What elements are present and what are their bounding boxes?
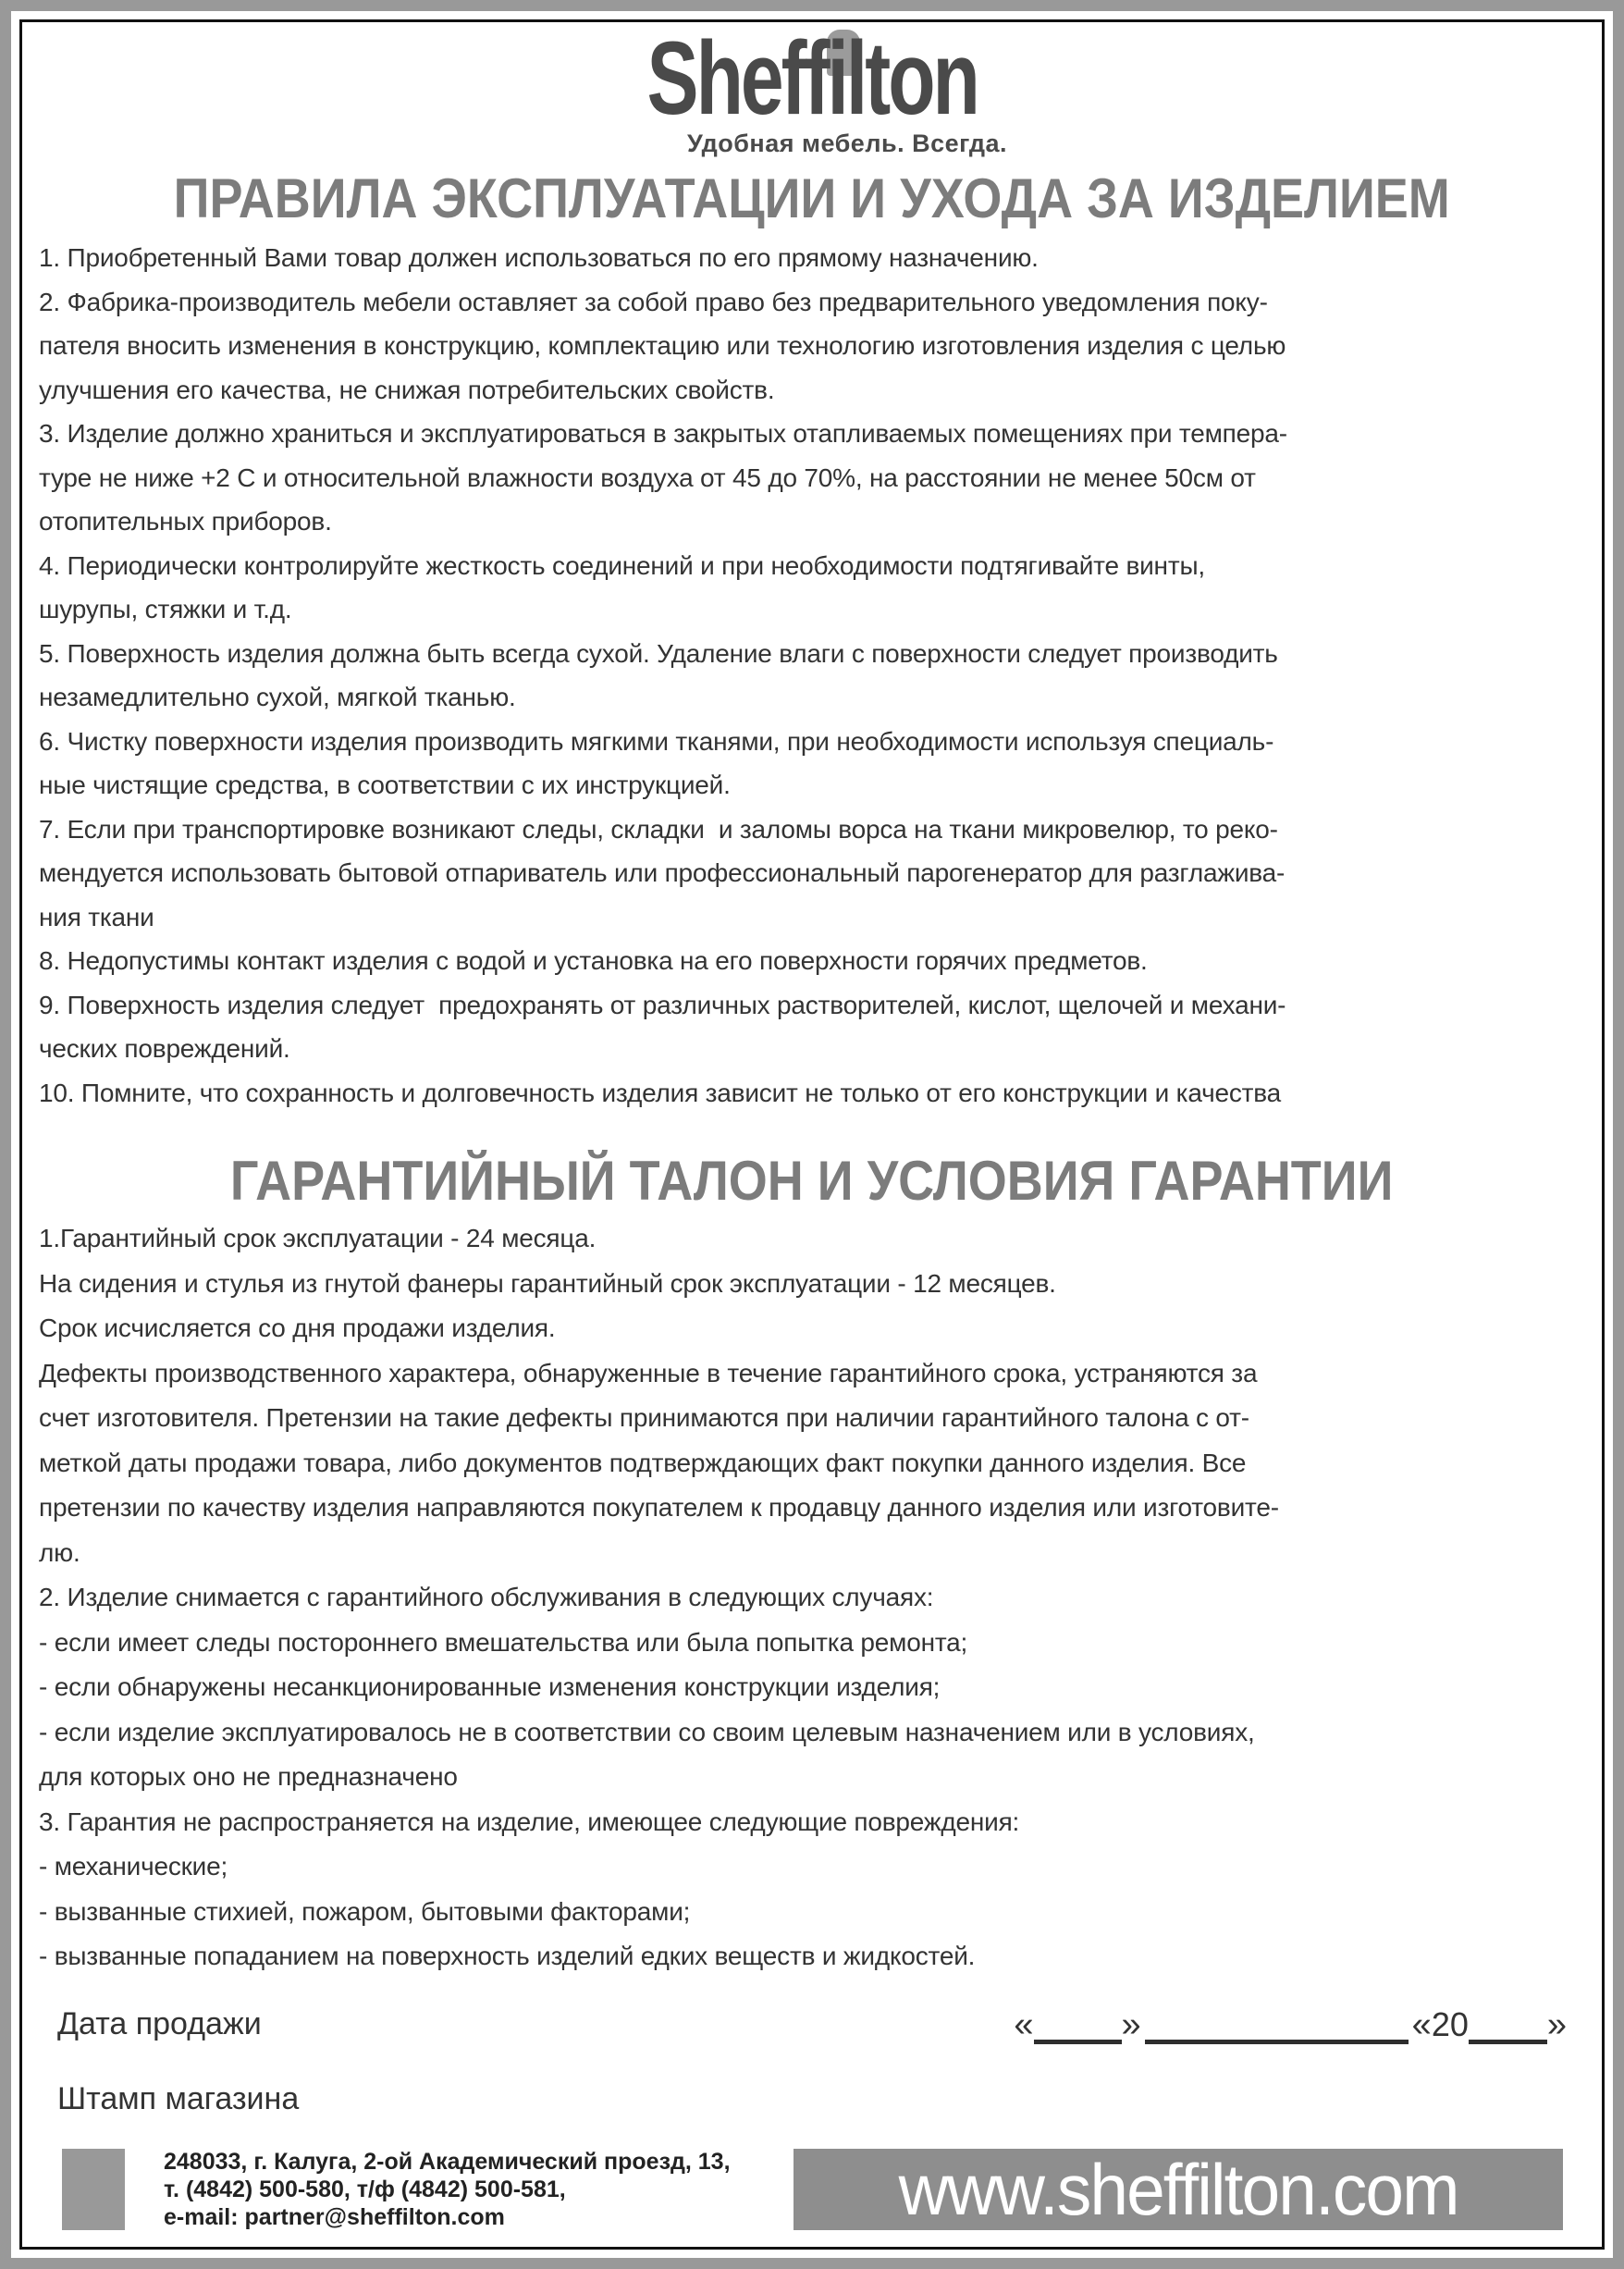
rules-section-title bbox=[39, 167, 1585, 229]
text-line: 6. Чистку поверхности изделия производить мягкими тканями, при необходимости используя специаль- bbox=[39, 726, 1274, 756]
footer-address bbox=[164, 2149, 731, 2230]
text-line: - механические; bbox=[39, 1852, 228, 1881]
text-line: Срок исчисляется со дня продажи изделия. bbox=[39, 1313, 556, 1342]
text-line: т. (4842) 500-580, т/ф (4842) 500-581, bbox=[164, 2176, 566, 2202]
text-line: 3. Изделие должно храниться и эксплуатироваться в закрытых отапливаемых помещениях при темпера- bbox=[39, 419, 1287, 448]
text-line: ческих повреждений. bbox=[39, 1034, 290, 1063]
text-line: шурупы, стяжки и т.д. bbox=[39, 595, 292, 623]
text-line: ные чистящие средства, в соответствии с их инструкцией. bbox=[39, 771, 731, 799]
text-line: 8. Недопустимы контакт изделия с водой и установка на его поверхности горячих предметов. bbox=[39, 946, 1148, 975]
shop-stamp-label: Штамп магазина bbox=[57, 2080, 300, 2116]
sale-date-label: Дата продажи bbox=[57, 2005, 262, 2041]
text-line: 2. Фабрика-производитель мебели оставляет за собой право без предварительного уведомления поку- bbox=[39, 287, 1268, 316]
logo-text: Sheffilton bbox=[646, 20, 978, 136]
text-line: 2. Изделие снимается с гарантийного обслуживания в следующих случаях: bbox=[39, 1583, 934, 1611]
text-line: мендуется использовать бытовой отпариватель или профессиональный парогенератор для разглажива- bbox=[39, 858, 1286, 887]
sale-date-blanks bbox=[1014, 2005, 1567, 2044]
text-line: 5. Поверхность изделия должна быть всегда сухой. Удаление влаги с поверхности следует производить bbox=[39, 638, 1278, 668]
text-line: Дефекты производственного характера, обнаруженные в течение гарантийного срока, устраняются за bbox=[39, 1358, 1258, 1387]
text-line: - если изделие эксплуатировалось не в соответствии со своим целевым назначением или в условиях, bbox=[39, 1717, 1255, 1746]
text-line: - если обнаружены несанкционированные изменения конструкции изделия; bbox=[39, 1672, 941, 1701]
open-quote: « bbox=[1014, 2004, 1034, 2044]
website-url: www.sheffilton.com bbox=[898, 2148, 1458, 2230]
text-line: - если имеет следы постороннего вмешательства или была попытка ремонта; bbox=[39, 1627, 968, 1657]
text-line: лю. bbox=[39, 1537, 80, 1567]
text-line: 1.Гарантийный срок эксплуатации - 24 месяца. bbox=[39, 1224, 597, 1252]
warranty-section-title bbox=[39, 1150, 1585, 1212]
sale-date-row bbox=[39, 1996, 1585, 2044]
text-line: 3. Гарантия не распространяется на изделие, имеющее следующие повреждения: bbox=[39, 1807, 1020, 1836]
page-content bbox=[19, 19, 1605, 2250]
warranty-text-block bbox=[39, 1216, 1585, 1979]
close-quote: » bbox=[1546, 2004, 1567, 2044]
text-line: счет изготовителя. Претензии на такие дефекты принимаются при наличии гарантийного талона с от- bbox=[39, 1403, 1249, 1432]
text-line: отопительных приборов. bbox=[39, 507, 332, 536]
text-line: 10. Помните, что сохранность и долговечность изделия зависит не только от его конструкции и качества bbox=[39, 1078, 1282, 1107]
rules-title-text: ПРАВИЛА ЭКСПЛУАТАЦИИ И УХОДА ЗА ИЗДЕЛИЕМ bbox=[173, 167, 1451, 229]
sheffilton-logo bbox=[525, 20, 1099, 136]
footer bbox=[39, 2149, 1585, 2230]
year-prefix: 20 bbox=[1431, 2004, 1469, 2043]
text-line: - вызванные стихией, пожаром, бытовыми факторами; bbox=[39, 1896, 691, 1926]
website-banner bbox=[794, 2149, 1563, 2230]
close-quote: » bbox=[1121, 2004, 1141, 2044]
text-line: ния ткани bbox=[39, 902, 154, 931]
brand-tagline: Удобная мебель. Всегда. bbox=[687, 129, 1007, 157]
text-line: претензии по качеству изделия направляются покупателем к продавцу данного изделия или изготовите- bbox=[39, 1493, 1279, 1522]
month-blank-line bbox=[1145, 2008, 1409, 2044]
page-inner-margin bbox=[11, 11, 1613, 2258]
text-line: 248033, г. Калуга, 2-ой Академический проезд, 13, bbox=[164, 2148, 731, 2175]
year-blank-line bbox=[1469, 2008, 1547, 2044]
text-line: 9. Поверхность изделия следует предохранять от различных растворителей, кислот, щелочей и механи- bbox=[39, 990, 1286, 1019]
text-line: пателя вносить изменения в конструкцию, комплектацию или технологию изготовления изделия с целью bbox=[39, 331, 1286, 360]
open-quote: « bbox=[1411, 2004, 1432, 2044]
text-line: 1. Приобретенный Вами товар должен использоваться по его прямому назначению. bbox=[39, 243, 1039, 272]
text-line: e-mail: partner@sheffilton.com bbox=[164, 2203, 505, 2230]
text-line: туре не ниже +2 С и относительной влажности воздуха от 45 до 70%, на расстоянии не менее 50см от bbox=[39, 462, 1256, 492]
text-line: На сидения и стулья из гнутой фанеры гарантийный срок эксплуатации - 12 месяцев. bbox=[39, 1268, 1056, 1298]
text-line: улучшения его качества, не снижая потребительских свойств. bbox=[39, 375, 775, 404]
day-blank-line bbox=[1034, 2008, 1122, 2044]
text-line: 7. Если при транспортировке возникают следы, складки и заломы ворса на ткани микровелюр, то реко- bbox=[39, 814, 1278, 844]
rules-text-block bbox=[39, 236, 1585, 1115]
warranty-title-text: ГАРАНТИЙНЫЙ ТАЛОН И УСЛОВИЯ ГАРАНТИИ bbox=[230, 1150, 1394, 1212]
header bbox=[39, 22, 1585, 158]
footer-logo-placeholder bbox=[62, 2149, 125, 2230]
text-line: для которых оно не предназначено bbox=[39, 1762, 458, 1791]
text-line: незамедлительно сухой, мягкой тканью. bbox=[39, 683, 516, 711]
text-line: 4. Периодически контролируйте жесткость соединений и при необходимости подтягивайте винты, bbox=[39, 550, 1205, 580]
text-line: - вызванные попаданием на поверхность изделий едких веществ и жидкостей. bbox=[39, 1942, 976, 1970]
text-line: меткой даты продажи товара, либо документов подтверждающих факт покупки данного изделия. Все bbox=[39, 1448, 1247, 1477]
